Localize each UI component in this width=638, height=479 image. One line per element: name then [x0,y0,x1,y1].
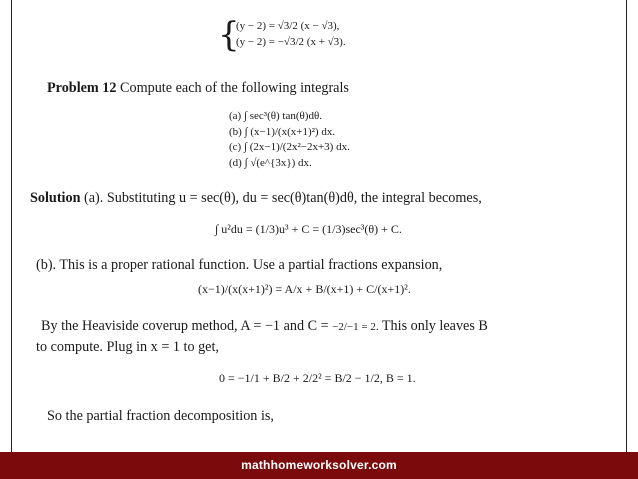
heaviside-tail: This only leaves B [378,318,488,334]
problem-statement [47,80,349,97]
heaviside-line-1 [41,318,488,336]
integral-b: (b) ∫ (x−1)/(x(x+1)²) dx. [229,125,336,138]
solution-label: Solution [30,190,81,206]
equation-b: (x−1)/(x(x+1)²) = A/x + B/(x+1) + C/(x+1)². [198,282,411,296]
solution-text: (a). Substituting u = sec(θ), du = sec(θ)tan(θ)dθ, the integral becomes, [80,190,482,206]
integral-list [229,109,350,171]
problem-label: Problem 12 [47,80,117,96]
heaviside-value: −2/−1 = 2. [332,321,379,333]
part-b-text: (b). This is a proper rational function. Use a partial fractions expansion, [36,257,443,273]
equation-c: 0 = −1/1 + B/2 + 2/2² = B/2 − 1/2, B = 1. [219,371,416,385]
integral-a: (a) ∫ sec³(θ) tan(θ)dθ. [229,110,322,122]
integral-c: (c) ∫ (2x−1)/(2x²−2x+3) dx. [229,141,350,153]
system-line-2: (y − 2) = −√3/2 (x + √3). [236,36,346,48]
system-line-1: (y − 2) = √3/2 (x − √3), [236,20,340,32]
footer-bar [0,452,638,479]
equation-a: ∫ u²du = (1/3)u³ + C = (1/3)sec³(θ) + C. [215,222,402,236]
closing-line: So the partial fraction decomposition is, [47,408,274,424]
equation-system [216,16,396,57]
footer-site[interactable]: mathhomeworksolver.com [241,458,397,472]
integral-d: (d) ∫ √(e^{3x}) dx. [229,156,312,169]
left-brace: { [218,16,240,52]
problem-text: Compute each of the following integrals [116,80,349,96]
heaviside-line-2: to compute. Plug in x = 1 to get, [36,339,219,355]
solution-line [30,190,482,207]
heaviside-text: By the Heaviside coverup method, A = −1 and C = [41,318,333,334]
